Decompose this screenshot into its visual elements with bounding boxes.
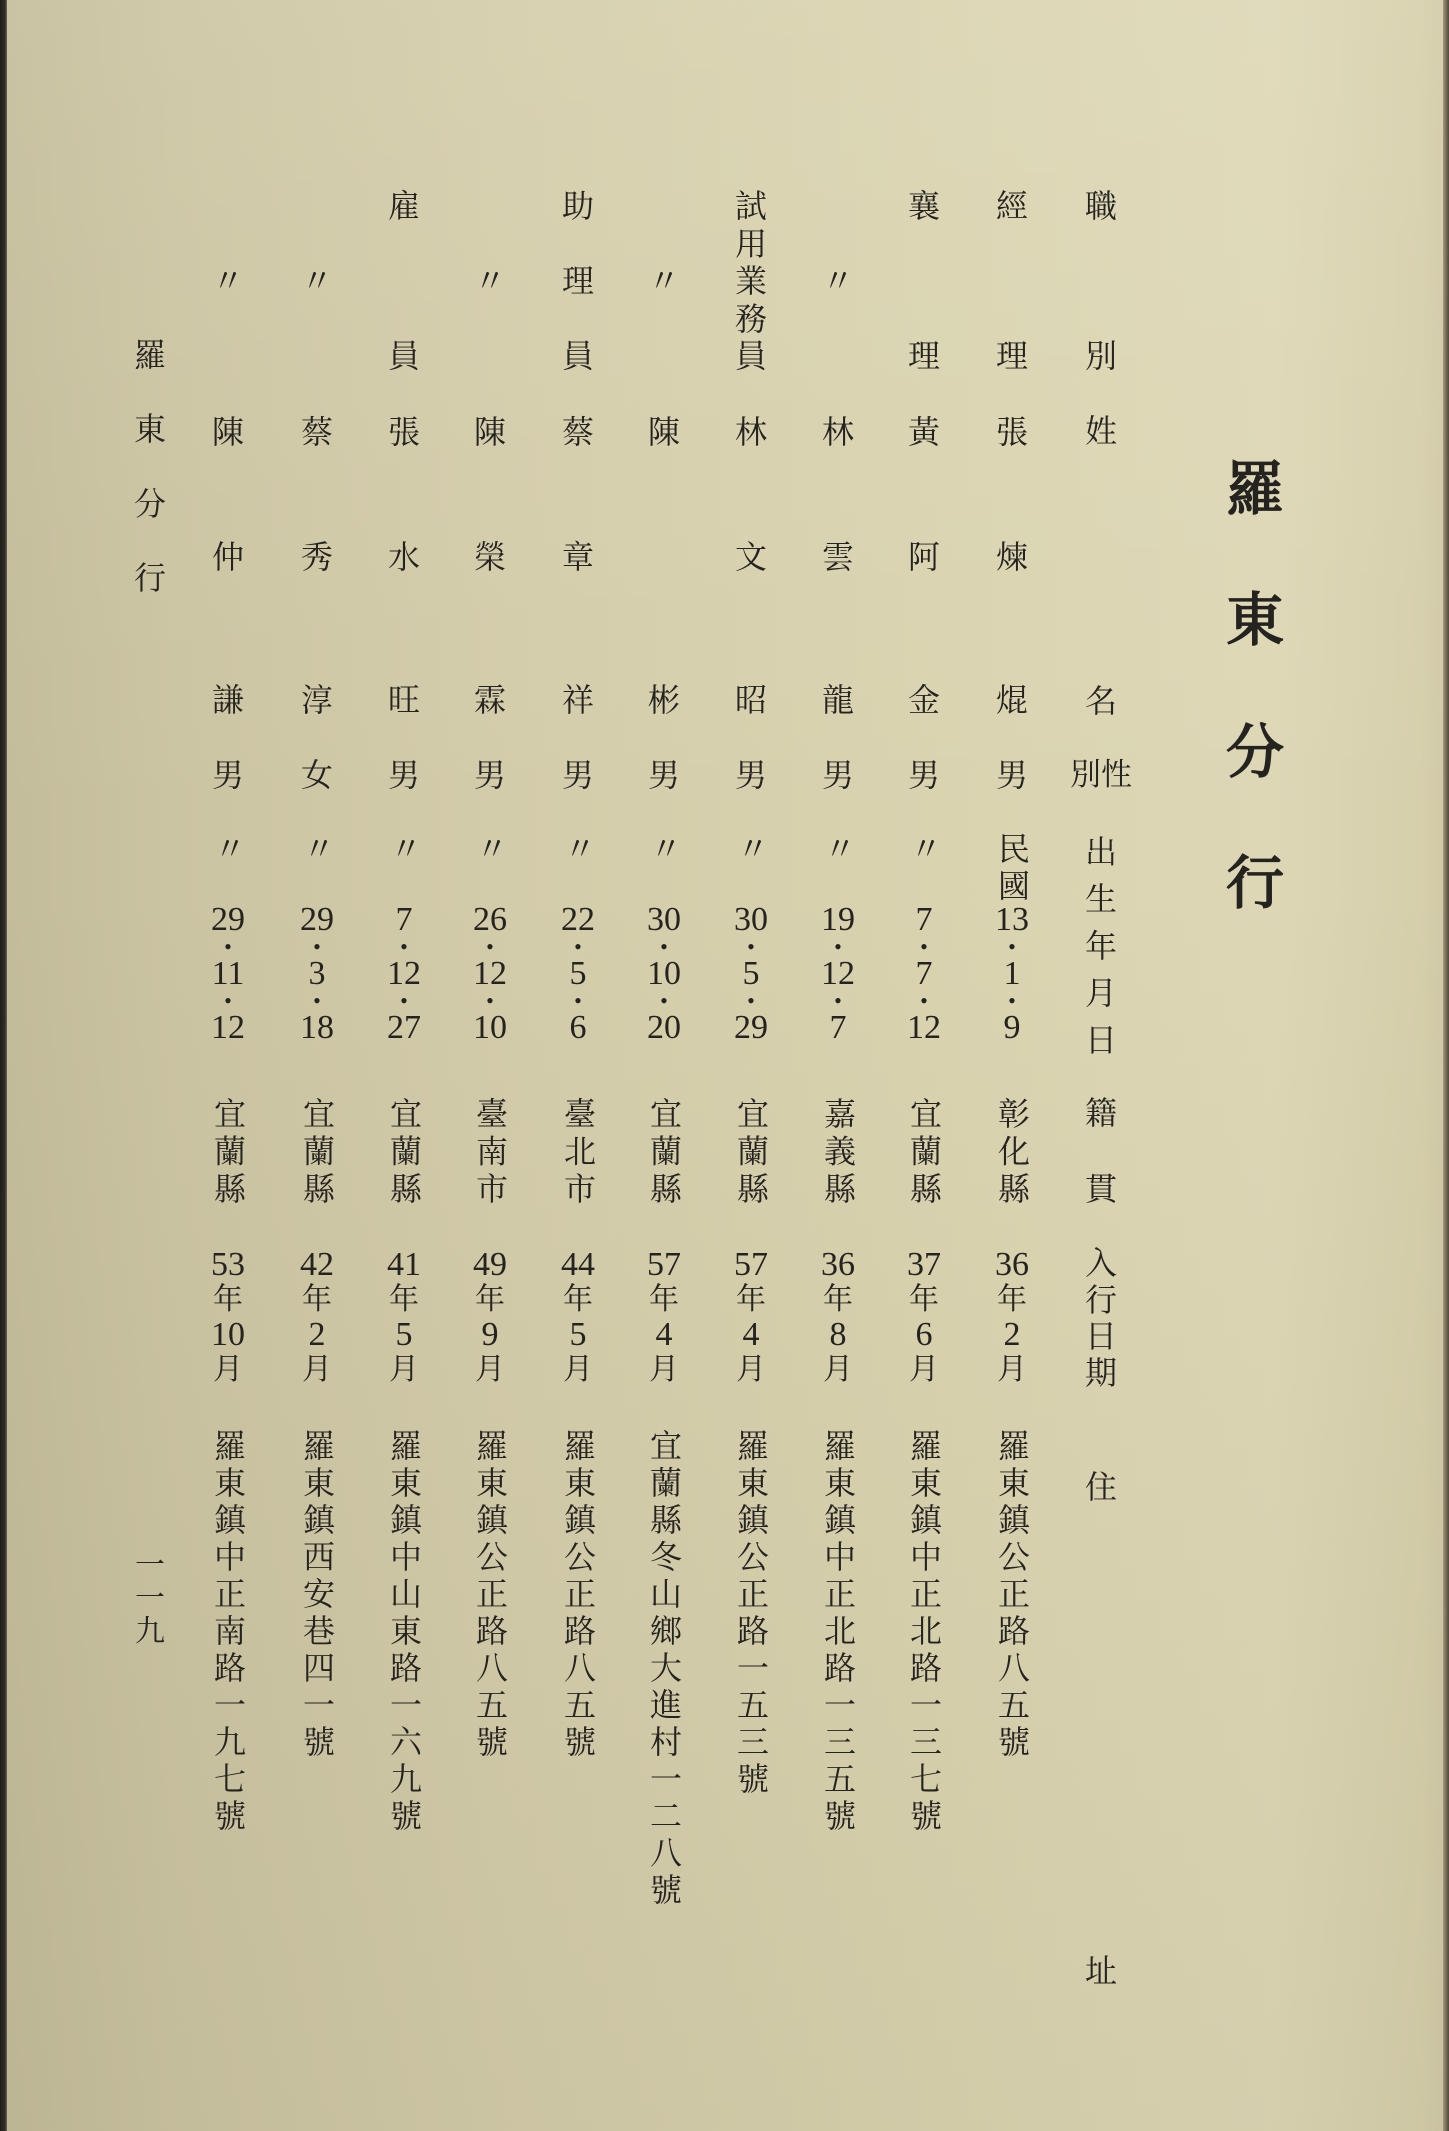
native-place: 宜蘭縣 bbox=[385, 1097, 423, 1210]
given-name-char-2: 祥 bbox=[561, 681, 594, 719]
join-date bbox=[813, 1247, 863, 1387]
char: 出 bbox=[1084, 833, 1117, 871]
month-unit: 月 bbox=[997, 1352, 1027, 1387]
char: 理 bbox=[907, 337, 940, 375]
join-year: 42 bbox=[300, 1246, 334, 1283]
given-name-char-1: 章 bbox=[561, 538, 594, 576]
birth-era: 〃 bbox=[819, 832, 857, 869]
birth-date bbox=[379, 901, 429, 1046]
birth-year: 22 bbox=[561, 901, 595, 938]
date-separator: • bbox=[224, 988, 232, 1013]
given-name-char-2: 金 bbox=[907, 681, 940, 719]
join-date bbox=[639, 1247, 689, 1387]
staff-row bbox=[899, 0, 949, 2131]
header-native-place bbox=[1076, 1094, 1126, 1208]
date-separator: • bbox=[834, 934, 842, 959]
birth-era: 〃 bbox=[732, 832, 770, 869]
footer-branch-name bbox=[125, 336, 175, 597]
char: 〃 bbox=[647, 262, 680, 300]
char: 羅 bbox=[133, 336, 166, 374]
birth-day: 10 bbox=[473, 1009, 507, 1046]
char: 分 bbox=[133, 484, 166, 523]
char: 職 bbox=[1084, 187, 1117, 225]
surname: 黃 bbox=[907, 413, 940, 451]
gender: 男 bbox=[473, 756, 506, 794]
birth-year: 29 bbox=[211, 901, 245, 938]
char: 姓 bbox=[1084, 412, 1117, 450]
year-unit: 年 bbox=[997, 1282, 1027, 1317]
char: 助 bbox=[561, 187, 594, 225]
date-separator: • bbox=[574, 934, 582, 959]
position-label bbox=[553, 187, 603, 375]
char: 理 bbox=[561, 262, 594, 300]
birth-day: 7 bbox=[829, 1009, 847, 1046]
position-label bbox=[203, 190, 253, 373]
char: 入 bbox=[1084, 1244, 1117, 1282]
native-place: 臺北市 bbox=[559, 1097, 597, 1210]
page-binding-edge-right bbox=[1443, 0, 1449, 2131]
given-name-char-2: 謙 bbox=[211, 681, 244, 719]
surname: 陳 bbox=[473, 413, 506, 451]
address: 羅東鎮公正路八五號 bbox=[471, 1429, 509, 1762]
page-title bbox=[1220, 455, 1290, 917]
given-name-char-2: 龍 bbox=[821, 681, 854, 719]
native-place: 彰化縣 bbox=[993, 1097, 1031, 1210]
staff-row bbox=[987, 0, 1037, 2131]
given-name-char-2: 彬 bbox=[647, 681, 680, 719]
join-date bbox=[465, 1247, 515, 1387]
date-separator: • bbox=[660, 988, 668, 1013]
year-unit: 年 bbox=[302, 1282, 332, 1317]
date-separator: • bbox=[400, 988, 408, 1013]
address: 羅東鎮西安巷四一號 bbox=[298, 1429, 336, 1762]
char: 襄 bbox=[907, 187, 940, 225]
birth-date bbox=[465, 901, 515, 1046]
header-join-date bbox=[1076, 1244, 1126, 1392]
header-address bbox=[1076, 1468, 1126, 1990]
char: 貫 bbox=[1084, 1170, 1117, 1208]
year-unit: 年 bbox=[389, 1282, 419, 1317]
year-unit: 年 bbox=[823, 1282, 853, 1317]
char: 期 bbox=[1084, 1353, 1117, 1392]
char: 經 bbox=[995, 187, 1028, 225]
position-label bbox=[639, 190, 689, 373]
join-year: 57 bbox=[734, 1246, 768, 1283]
gender: 男 bbox=[907, 756, 940, 794]
birth-era: 民國 bbox=[993, 832, 1031, 906]
page-number bbox=[125, 1548, 175, 1649]
char: 務 bbox=[734, 299, 767, 338]
date-separator: • bbox=[920, 934, 928, 959]
staff-name bbox=[465, 415, 515, 718]
char: 生 bbox=[1084, 880, 1117, 918]
date-separator: • bbox=[747, 934, 755, 959]
staff-row bbox=[379, 0, 429, 2131]
join-date bbox=[726, 1247, 776, 1387]
staff-name bbox=[899, 415, 949, 718]
native-place: 宜蘭縣 bbox=[298, 1097, 336, 1210]
date-separator: • bbox=[313, 988, 321, 1013]
staff-name bbox=[292, 415, 342, 718]
char: 名 bbox=[1084, 682, 1117, 720]
birth-date bbox=[553, 901, 603, 1046]
birth-date bbox=[203, 901, 253, 1046]
staff-name bbox=[203, 415, 253, 718]
date-separator: • bbox=[313, 934, 321, 959]
surname: 張 bbox=[995, 413, 1028, 451]
given-name-char-2: 霖 bbox=[473, 681, 506, 719]
given-name-char-1 bbox=[639, 540, 689, 574]
birth-date bbox=[899, 901, 949, 1046]
char: 行 bbox=[133, 558, 166, 597]
birth-era: 〃 bbox=[298, 832, 336, 869]
date-separator: • bbox=[486, 988, 494, 1013]
birth-year: 29 bbox=[300, 901, 334, 938]
birth-month: 11 bbox=[211, 955, 245, 992]
char: 雇 bbox=[387, 187, 420, 225]
join-month: 9 bbox=[481, 1316, 499, 1353]
address: 羅東鎮中正南路一九七號 bbox=[209, 1429, 247, 1836]
birth-day: 20 bbox=[647, 1009, 681, 1046]
gender: 女 bbox=[300, 756, 333, 794]
given-name-char-1: 水 bbox=[387, 538, 420, 576]
position-label bbox=[726, 187, 776, 375]
birth-date bbox=[813, 901, 863, 1046]
date-separator: • bbox=[400, 934, 408, 959]
char: 羅 bbox=[1225, 455, 1284, 523]
gender: 男 bbox=[561, 756, 594, 794]
birth-date bbox=[987, 901, 1037, 1046]
char: 東 bbox=[133, 410, 166, 449]
gender: 男 bbox=[995, 756, 1028, 794]
position-label bbox=[813, 190, 863, 373]
date-separator: • bbox=[660, 934, 668, 959]
staff-row bbox=[465, 0, 515, 2131]
date-separator: • bbox=[747, 988, 755, 1013]
gender: 男 bbox=[734, 756, 767, 794]
month-unit: 月 bbox=[823, 1352, 853, 1387]
year-unit: 年 bbox=[213, 1282, 243, 1317]
join-month: 2 bbox=[308, 1316, 326, 1353]
staff-row bbox=[553, 0, 603, 2131]
char: 東 bbox=[1225, 586, 1284, 655]
header-gender: 性別 bbox=[1070, 757, 1132, 793]
char: 〃 bbox=[821, 262, 854, 300]
footer-column bbox=[125, 0, 175, 2131]
char: 業 bbox=[734, 262, 767, 300]
join-year: 37 bbox=[907, 1246, 941, 1283]
birth-month: 10 bbox=[647, 955, 681, 992]
given-name-char-1: 雲 bbox=[821, 538, 854, 576]
address: 宜蘭縣冬山鄉大進村一二八號 bbox=[645, 1429, 683, 1910]
native-place: 嘉義縣 bbox=[819, 1097, 857, 1210]
given-name-char-1: 阿 bbox=[907, 538, 940, 576]
birth-day: 9 bbox=[1003, 1009, 1021, 1046]
birth-era: 〃 bbox=[471, 832, 509, 869]
char: 一 bbox=[135, 1548, 165, 1583]
page-binding-edge-left bbox=[0, 0, 7, 2131]
birth-day: 18 bbox=[300, 1009, 334, 1046]
char: 分 bbox=[1225, 717, 1284, 786]
birth-day: 12 bbox=[211, 1009, 245, 1046]
month-unit: 月 bbox=[649, 1352, 679, 1387]
address: 羅東鎮公正路一五三號 bbox=[732, 1429, 770, 1799]
surname: 蔡 bbox=[561, 413, 594, 451]
gender: 男 bbox=[647, 756, 680, 794]
char: 住 bbox=[1084, 1468, 1117, 1506]
surname: 陳 bbox=[647, 413, 680, 451]
join-month: 4 bbox=[655, 1316, 673, 1353]
address: 羅東鎮中正北路一三七號 bbox=[905, 1429, 943, 1836]
join-date bbox=[292, 1247, 342, 1387]
year-unit: 年 bbox=[649, 1282, 679, 1317]
staff-name bbox=[639, 415, 689, 718]
date-separator: • bbox=[1008, 988, 1016, 1013]
date-separator: • bbox=[834, 988, 842, 1013]
date-separator: • bbox=[224, 934, 232, 959]
join-year: 57 bbox=[647, 1246, 681, 1283]
month-unit: 月 bbox=[736, 1352, 766, 1387]
given-name-char-1: 榮 bbox=[473, 538, 506, 576]
join-year: 53 bbox=[211, 1246, 245, 1283]
position-label bbox=[987, 187, 1037, 375]
char: 月 bbox=[1084, 974, 1117, 1012]
join-date bbox=[379, 1247, 429, 1387]
birth-month: 3 bbox=[308, 955, 326, 992]
birth-year: 7 bbox=[395, 901, 413, 938]
month-unit: 月 bbox=[213, 1352, 243, 1387]
birth-era: 〃 bbox=[209, 832, 247, 869]
birth-month: 5 bbox=[742, 955, 760, 992]
birth-month: 12 bbox=[387, 955, 421, 992]
surname: 蔡 bbox=[300, 413, 333, 451]
char: 址 bbox=[1084, 1952, 1117, 1990]
join-date bbox=[987, 1247, 1037, 1387]
year-unit: 年 bbox=[736, 1282, 766, 1317]
join-month: 10 bbox=[211, 1316, 245, 1353]
title-column bbox=[1220, 0, 1290, 2131]
native-place: 宜蘭縣 bbox=[905, 1097, 943, 1210]
join-month: 8 bbox=[829, 1316, 847, 1353]
birth-month: 7 bbox=[915, 955, 933, 992]
given-name-char-1: 仲 bbox=[211, 538, 244, 576]
given-name-char-2: 焜 bbox=[995, 681, 1028, 719]
join-year: 41 bbox=[387, 1246, 421, 1283]
native-place: 宜蘭縣 bbox=[645, 1097, 683, 1210]
char: 籍 bbox=[1084, 1094, 1117, 1132]
date-separator: • bbox=[920, 988, 928, 1013]
date-separator: • bbox=[486, 934, 494, 959]
birth-date bbox=[639, 901, 689, 1046]
char: 試 bbox=[734, 187, 767, 225]
char: 理 bbox=[995, 337, 1028, 375]
join-date bbox=[899, 1247, 949, 1387]
native-place: 宜蘭縣 bbox=[209, 1097, 247, 1210]
char: 員 bbox=[561, 337, 594, 375]
join-date bbox=[203, 1247, 253, 1387]
month-unit: 月 bbox=[475, 1352, 505, 1387]
join-month: 2 bbox=[1003, 1316, 1021, 1353]
address: 羅東鎮中山東路一六九號 bbox=[385, 1429, 423, 1836]
staff-name bbox=[553, 415, 603, 718]
char: 用 bbox=[734, 224, 767, 263]
char: 行 bbox=[1225, 848, 1284, 917]
header-position bbox=[1076, 187, 1126, 375]
surname: 林 bbox=[734, 413, 767, 451]
given-name-char-2: 淳 bbox=[300, 681, 333, 719]
year-unit: 年 bbox=[563, 1282, 593, 1317]
birth-day: 27 bbox=[387, 1009, 421, 1046]
month-unit: 月 bbox=[389, 1352, 419, 1387]
staff-row bbox=[813, 0, 863, 2131]
staff-row bbox=[203, 0, 253, 2131]
staff-row bbox=[639, 0, 689, 2131]
birth-era: 〃 bbox=[385, 832, 423, 869]
birth-day: 12 bbox=[907, 1009, 941, 1046]
birth-year: 19 bbox=[821, 901, 855, 938]
gender: 男 bbox=[821, 756, 854, 794]
join-month: 6 bbox=[915, 1316, 933, 1353]
char: 員 bbox=[734, 337, 767, 375]
position-label bbox=[465, 190, 515, 373]
char: 〃 bbox=[211, 262, 244, 300]
position-label bbox=[899, 187, 949, 375]
birth-date bbox=[726, 901, 776, 1046]
staff-row bbox=[292, 0, 342, 2131]
join-year: 36 bbox=[995, 1246, 1029, 1283]
address: 羅東鎮中正北路一三五號 bbox=[819, 1429, 857, 1836]
birth-day: 29 bbox=[734, 1009, 768, 1046]
staff-row bbox=[726, 0, 776, 2131]
header-birth-date bbox=[1076, 833, 1126, 1059]
birth-year: 13 bbox=[995, 901, 1029, 938]
staff-name bbox=[987, 415, 1037, 718]
surname: 林 bbox=[821, 413, 854, 451]
surname: 陳 bbox=[211, 413, 244, 451]
gender: 男 bbox=[387, 756, 420, 794]
month-unit: 月 bbox=[563, 1352, 593, 1387]
char: 日 bbox=[1084, 1317, 1117, 1356]
native-place: 宜蘭縣 bbox=[732, 1097, 770, 1210]
header-name bbox=[1076, 412, 1126, 720]
birth-day: 6 bbox=[569, 1009, 587, 1046]
year-unit: 年 bbox=[909, 1282, 939, 1317]
join-month: 5 bbox=[395, 1316, 413, 1353]
given-name-char-1: 秀 bbox=[300, 538, 333, 576]
birth-era: 〃 bbox=[559, 832, 597, 869]
surname: 張 bbox=[387, 413, 420, 451]
birth-year: 26 bbox=[473, 901, 507, 938]
address: 羅東鎮公正路八五號 bbox=[559, 1429, 597, 1762]
staff-name bbox=[813, 415, 863, 718]
char: 行 bbox=[1084, 1280, 1117, 1319]
given-name-char-1: 煉 bbox=[995, 538, 1028, 576]
birth-month: 5 bbox=[569, 955, 587, 992]
birth-month: 12 bbox=[473, 955, 507, 992]
month-unit: 月 bbox=[909, 1352, 939, 1387]
char: 員 bbox=[387, 337, 420, 375]
birth-era: 〃 bbox=[645, 832, 683, 869]
date-separator: • bbox=[1008, 934, 1016, 959]
join-year: 44 bbox=[561, 1246, 595, 1283]
char: 一 bbox=[135, 1581, 165, 1616]
birth-month: 12 bbox=[821, 955, 855, 992]
year-unit: 年 bbox=[475, 1282, 505, 1317]
join-date bbox=[553, 1247, 603, 1387]
char: 年 bbox=[1084, 927, 1117, 965]
given-name-char-2: 昭 bbox=[734, 681, 767, 719]
given-name-char-1: 文 bbox=[734, 538, 767, 576]
position-label bbox=[292, 190, 342, 373]
staff-name bbox=[726, 415, 776, 718]
birth-year: 30 bbox=[734, 901, 768, 938]
date-separator: • bbox=[574, 988, 582, 1013]
gender: 男 bbox=[211, 756, 244, 794]
birth-date bbox=[292, 901, 342, 1046]
char: 〃 bbox=[473, 262, 506, 300]
native-place: 臺南市 bbox=[471, 1097, 509, 1210]
birth-month: 1 bbox=[1003, 955, 1021, 992]
header-column bbox=[1070, 0, 1132, 2131]
given-name-char-2: 旺 bbox=[387, 681, 420, 719]
birth-year: 30 bbox=[647, 901, 681, 938]
char: 〃 bbox=[300, 262, 333, 300]
join-year: 49 bbox=[473, 1246, 507, 1283]
month-unit: 月 bbox=[302, 1352, 332, 1387]
char: 日 bbox=[1084, 1021, 1117, 1059]
char: 別 bbox=[1084, 337, 1117, 375]
birth-year: 7 bbox=[915, 901, 933, 938]
join-month: 4 bbox=[742, 1316, 760, 1353]
staff-name bbox=[379, 415, 429, 718]
join-year: 36 bbox=[821, 1246, 855, 1283]
join-month: 5 bbox=[569, 1316, 587, 1353]
char: 九 bbox=[135, 1614, 165, 1649]
birth-era: 〃 bbox=[905, 832, 943, 869]
position-label bbox=[379, 187, 429, 375]
address: 羅東鎮公正路八五號 bbox=[993, 1429, 1031, 1762]
